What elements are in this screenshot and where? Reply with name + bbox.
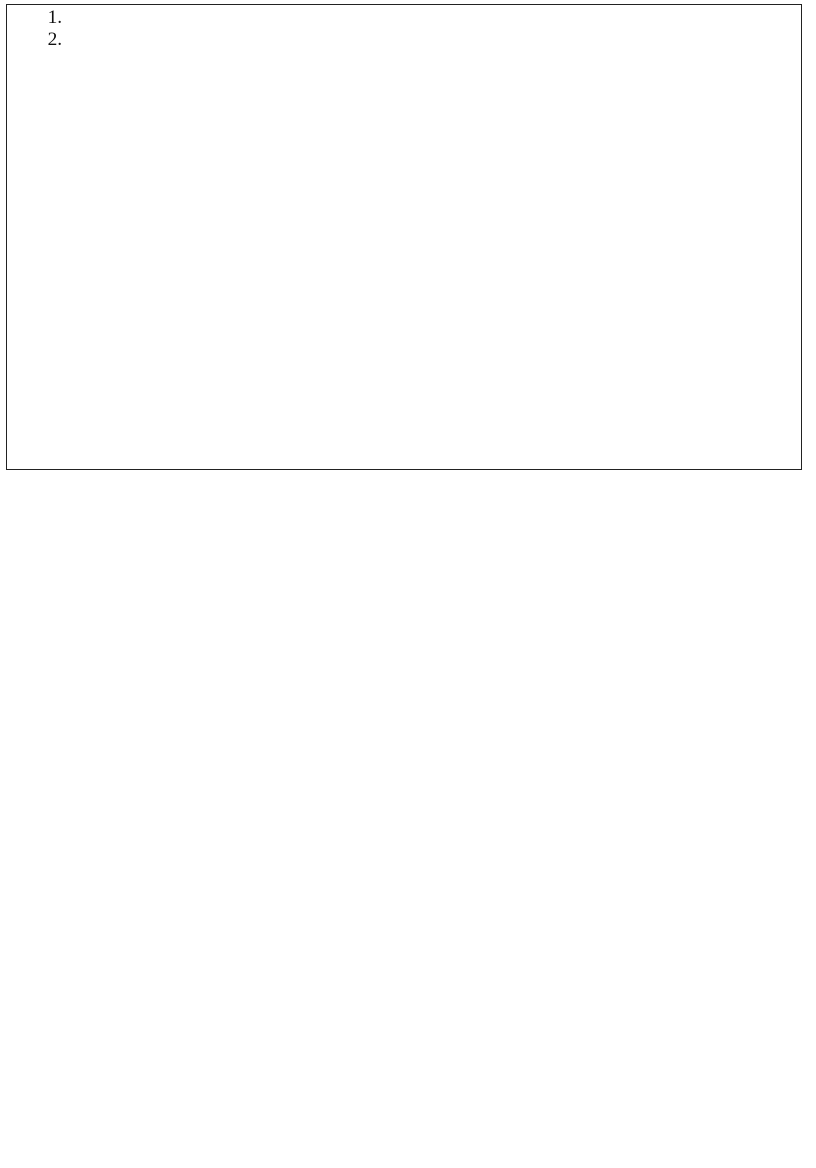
intro-content: [7, 5, 801, 51]
intro-box: [6, 4, 802, 470]
list-item: [67, 29, 793, 51]
facts-list: [17, 7, 793, 51]
list-item: [67, 7, 793, 29]
